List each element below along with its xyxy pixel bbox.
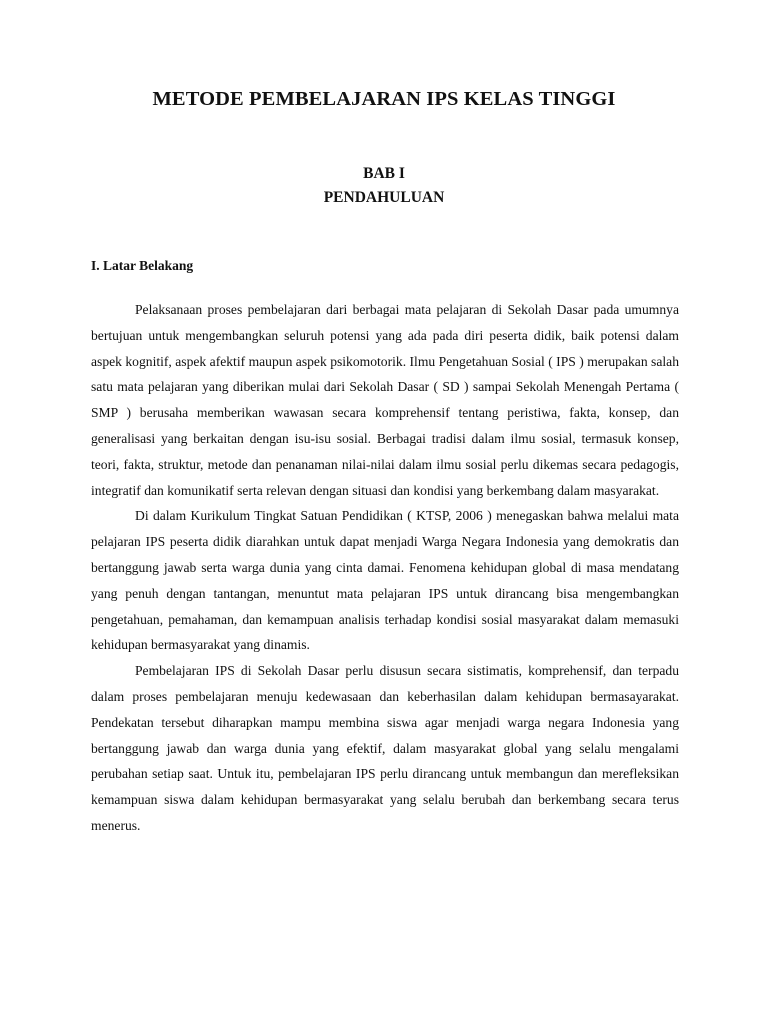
document-title: METODE PEMBELAJARAN IPS KELAS TINGGI xyxy=(152,88,616,110)
body-text xyxy=(91,297,679,839)
section-title: I. Latar Belakang xyxy=(91,258,194,273)
paragraph-3: Pembelajaran IPS di Sekolah Dasar perlu disusun secara sistimatis, komprehensif, dan terpadu dalam proses pembelajaran menuju kedewasaan dan keberhasilan dalam kehidupan bermasayarakat. Pendekatan tersebut diharapkan mampu membina siswa agar menjadi warga negara Indonesia yang bertanggung jawab dan warga dunia yang efektif, dalam masyarakat global yang selalu mengalami perubahan setiap saat. Untuk itu, pembelajaran IPS perlu dirancang untuk membangun dan merefleksikan kemampuan siswa dalam kehidupan bermasyarakat yang selalu berubah dan berkembang secara terus menerus. xyxy=(91,663,679,833)
chapter-title: PENDAHULUAN xyxy=(323,189,445,206)
chapter-number: BAB I xyxy=(363,165,405,182)
paragraph-1: Pelaksanaan proses pembelajaran dari berbagai mata pelajaran di Sekolah Dasar pada umumnya bertujuan untuk mengembangkan seluruh potensi yang ada pada diri peserta didik, baik potensi dalam aspek kognitif, aspek afektif maupun aspek psikomotorik. Ilmu Pengetahuan Sosial ( IPS ) merupakan salah satu mata pelajaran yang diberikan mulai dari Sekolah Dasar ( SD ) sampai Sekolah Menengah Pertama ( SMP ) berusaha memberikan wawasan secara komprehensif tentang peristiwa, fakta, konsep, dan generalisasi yang berkaitan dengan isu-isu sosial. Berbagai tradisi dalam ilmu sosial, termasuk konsep, teori, fakta, struktur, metode dan penanaman nilai-nilai dalam ilmu sosial perlu dikemas secara pedagogis, integratif dan komunikatif serta relevan dengan situasi dan kondisi yang berkembang dalam masyarakat. xyxy=(91,302,679,498)
paragraph-2: Di dalam Kurikulum Tingkat Satuan Pendidikan ( KTSP, 2006 ) menegaskan bahwa melalui mata pelajaran IPS peserta didik diarahkan untuk dapat menjadi Warga Negara Indonesia yang demokratis dan bertanggung jawab serta warga dunia yang cinta damai. Fenomena kehidupan global di masa mendatang yang penuh dengan tantangan, menuntut mata pelajaran IPS untuk dirancang bisa mengembangkan pengetahuan, pemahaman, dan kemampuan analisis terhadap kondisi sosial masyarakat dalam memasuki kehidupan bermasyarakat yang dinamis. xyxy=(91,508,679,653)
